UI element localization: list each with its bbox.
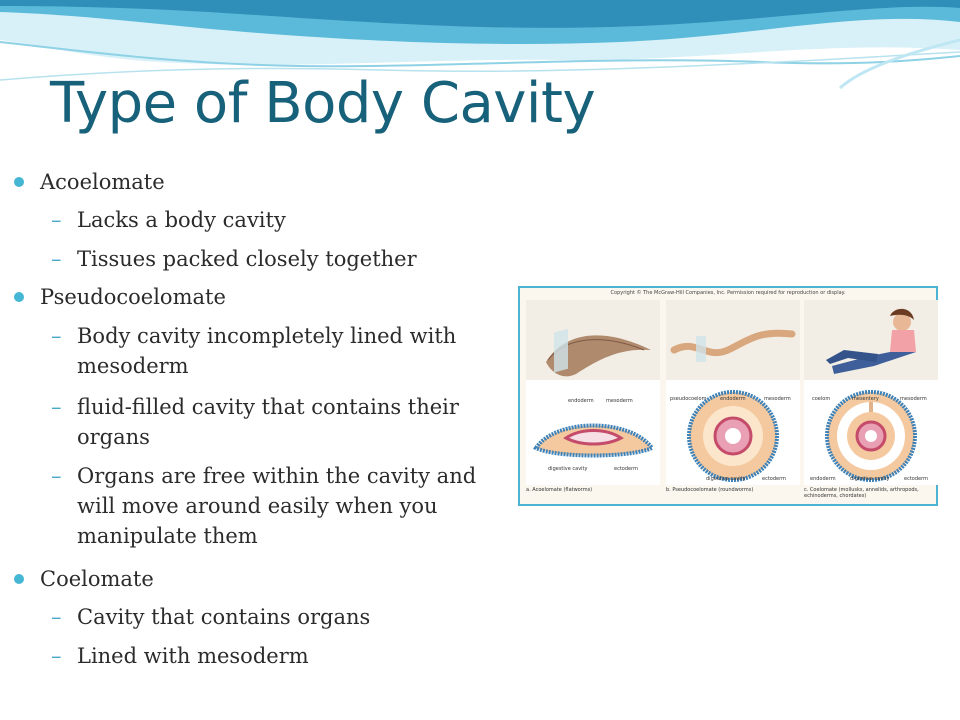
label-mesoderm: mesoderm — [900, 396, 927, 402]
sub-bullet — [51, 461, 507, 551]
dash-icon: – — [51, 605, 62, 629]
label-endoderm: endoderm — [568, 398, 594, 404]
label-mesoderm: mesoderm — [764, 396, 791, 402]
label-coelom: coelom — [812, 396, 831, 402]
label-ectoderm: ectoderm — [614, 466, 638, 472]
dash-icon: – — [51, 644, 62, 668]
roundworm-illustration — [666, 300, 800, 485]
sub-bullet-text: Body cavity incompletely lined with mesoderm — [77, 324, 457, 378]
label-ectoderm: ectoderm — [762, 476, 786, 482]
dash-icon: – — [51, 247, 62, 271]
label-endoderm: endoderm — [810, 476, 836, 482]
dash-icon: – — [51, 395, 62, 419]
bullet-dot-icon — [14, 574, 24, 584]
flatworm-illustration — [526, 300, 660, 485]
figure-copyright: Copyright © The McGraw-Hill Companies, Inc. Permission required for reproduction or display. — [610, 290, 846, 296]
panel-pseudocoelomate — [666, 300, 800, 485]
dash-icon: – — [51, 208, 62, 232]
panel-coelomate — [804, 300, 938, 485]
label-digestive-cavity: digestive cavity — [850, 476, 890, 482]
bullet-dot-icon — [14, 177, 24, 187]
caption-acoelomate: a. Acoelomate (flatworms) — [526, 487, 593, 493]
sub-bullet — [51, 205, 507, 235]
sub-bullet-text: Tissues packed closely together — [77, 247, 417, 271]
bullet-text: Pseudocoelomate — [40, 285, 226, 309]
sub-bullet — [51, 244, 507, 274]
panel-acoelomate — [526, 300, 660, 485]
label-endoderm: endoderm — [720, 396, 746, 402]
bullet-dot-icon — [14, 292, 24, 302]
label-pseudocoelom: pseudocoelom — [670, 396, 707, 402]
caption-coelomate: c. Coelomate (mollusks, annelids, arthropods, echinoderms, chordates) — [804, 487, 919, 499]
human-illustration — [804, 300, 938, 485]
dash-icon: – — [51, 464, 62, 488]
body-cavity-figure — [518, 286, 938, 506]
sub-bullet — [51, 392, 507, 452]
sub-bullet-text: Lacks a body cavity — [77, 208, 286, 232]
sub-bullet — [51, 321, 507, 381]
caption-pseudocoelomate: b. Pseudocoelomate (roundworms) — [666, 487, 754, 493]
label-digestive-cavity: digestive cavity — [706, 476, 746, 482]
label-ectoderm: ectoderm — [904, 476, 928, 482]
bullet-text: Coelomate — [40, 567, 154, 591]
sub-bullet — [51, 641, 507, 671]
bullet-text: Acoelomate — [40, 170, 165, 194]
sub-bullet — [51, 602, 507, 632]
sub-bullet-text: fluid-filled cavity that contains their organs — [77, 395, 459, 449]
dash-icon: – — [51, 324, 62, 348]
bullet-coelomate — [40, 564, 154, 594]
bullet-pseudocoelomate — [40, 282, 226, 312]
bullet-acoelomate — [40, 167, 165, 197]
slide-title: Type of Body Cavity — [50, 71, 596, 136]
sub-bullet-text: Lined with mesoderm — [77, 644, 309, 668]
sub-bullet-text: Organs are free within the cavity and will move around easily when you manipulate them — [77, 464, 477, 548]
label-mesentery: mesentery — [852, 396, 879, 402]
sub-bullet-text: Cavity that contains organs — [77, 605, 371, 629]
label-digestive-cavity: digestive cavity — [548, 466, 588, 472]
label-mesoderm: mesoderm — [606, 398, 633, 404]
